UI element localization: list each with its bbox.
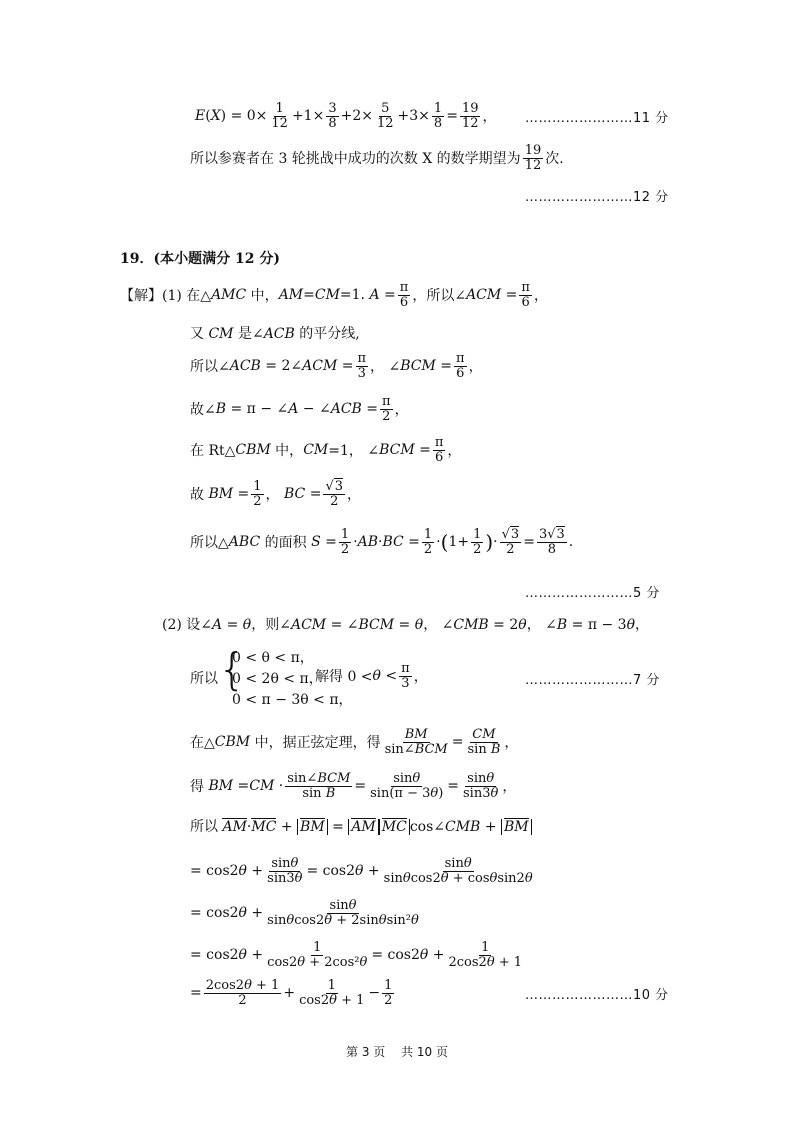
vector-expression: 所以 AM·MC + BM = AM MC cos∠CMB + BM [190,816,532,836]
score-12: ……………………12 分 [525,190,669,205]
bm-expression: 得 BM = CM · $\frac{\text{sin∠BCM}}{\text{sin B}}$ = $\frac{\sin\theta}{\sin(\pi - 3\theta)}$ = $\frac{\sin\theta}{\sin 3\theta}$ ， [190,770,517,801]
score-5: ……………………5 分 [525,586,660,601]
expectation-conclusion: 所以参赛者在 3 轮挑战中成功的次数 X 的数学期望为 $\frac{19}{12}$ 次. [190,142,564,173]
derivation-step-2: = cos2 θ + $\frac{\sin\theta}{\text{sinθcos2θ + 2sinθsin²θ}}$ [190,897,419,928]
part1-line6: 故 BM = $\frac{1}{2}$ ， BC = $\frac{√3}{2}$ ， [190,478,362,509]
derivation-step-4: = $\frac{2\cos 2\theta + 1}{2}$ + $\frac{1}{\cos 2\theta + 1}$ − $\frac{1}{2}$ [190,977,393,1008]
part1-area: 所以△ ABC 的面积 S = $\frac{1}{2}$ · AB · BC = $\frac{1}{2}$ · ( 1+ $\frac{1}{2}$ ) · $\frac{√3}{2}$ = $\frac{3√3}{8}$ . [190,526,574,557]
derivation-step-1: = cos2 θ + $\frac{\sin\theta}{\sin 3\theta}$ = cos2 θ + $\frac{\sin\theta}{\sin\theta\cos 2\theta + \cos\theta\sin 2\theta}$ [190,855,533,886]
inequality-2: 0 < 2θ < π， [232,671,323,687]
score-11: ……………………11 分 [525,111,669,126]
score-10: ……………………10 分 [525,988,669,1003]
question-heading: 19．(本小题满分 12 分) [120,251,280,267]
expectation-formula: E ( X ) = 0× $\frac{1}{12}$ +1× $\frac{3}{8}$ +2× $\frac{5}{12}$ +3× $\frac{1}{8}$ = $\frac{19}{12}$ ， [195,100,497,131]
brace-icon: { [218,644,246,695]
part1-line3: 所以∠ ACB = 2∠ ACM = $\frac{\pi}{3}$ ， ∠ BCM = $\frac{\pi}{6}$ ， [190,350,483,381]
part1-line5: 在 Rt△ CBM 中， CM =1， ∠ BCM = $\frac{\pi}{6}$ ， [190,434,462,465]
system-solution: 解得 0 < θ < $\frac{\pi}{3}$ ， [315,660,428,691]
inequality-3: 0 < π − 3θ < π， [232,692,353,708]
part1-line4: 故∠ B = π − ∠ A − ∠ ACB = $\frac{\pi}{2}$ ， [190,393,409,424]
sine-rule: 在△ CBM 中，据正弦定理，得 $\frac{BM}{\text{sin∠BCM}}$ = $\frac{CM}{\text{sin B}}$ ， [190,726,519,757]
part1-line1: 【解】 (1) 在△ AMC 中， AM = CM =1. A = $\frac{\pi}{6}$ ，所以∠ ACM = $\frac{\pi}{6}$ ， [120,279,548,310]
part2-line1: (2) 设∠A = θ，则∠ACM = ∠BCM = θ， ∠CMB = 2θ， ∠B = π − 3θ， [162,617,649,633]
inequality-1: 0 < θ < π， [232,650,314,666]
derivation-step-3: = cos2 θ + $\frac{1}{\text{cos2θ + 2cos²θ}}$ = cos2 θ + $\frac{1}{2\cos 2\theta + 1}$ [190,939,523,970]
part1-line2: 又 CM 是∠ACB 的平分线, [190,326,360,342]
score-7: ……………………7 分 [525,673,660,688]
system-lead: 所以 [190,671,218,687]
page-footer: 第 3 页 共 10 页 [346,1045,448,1059]
